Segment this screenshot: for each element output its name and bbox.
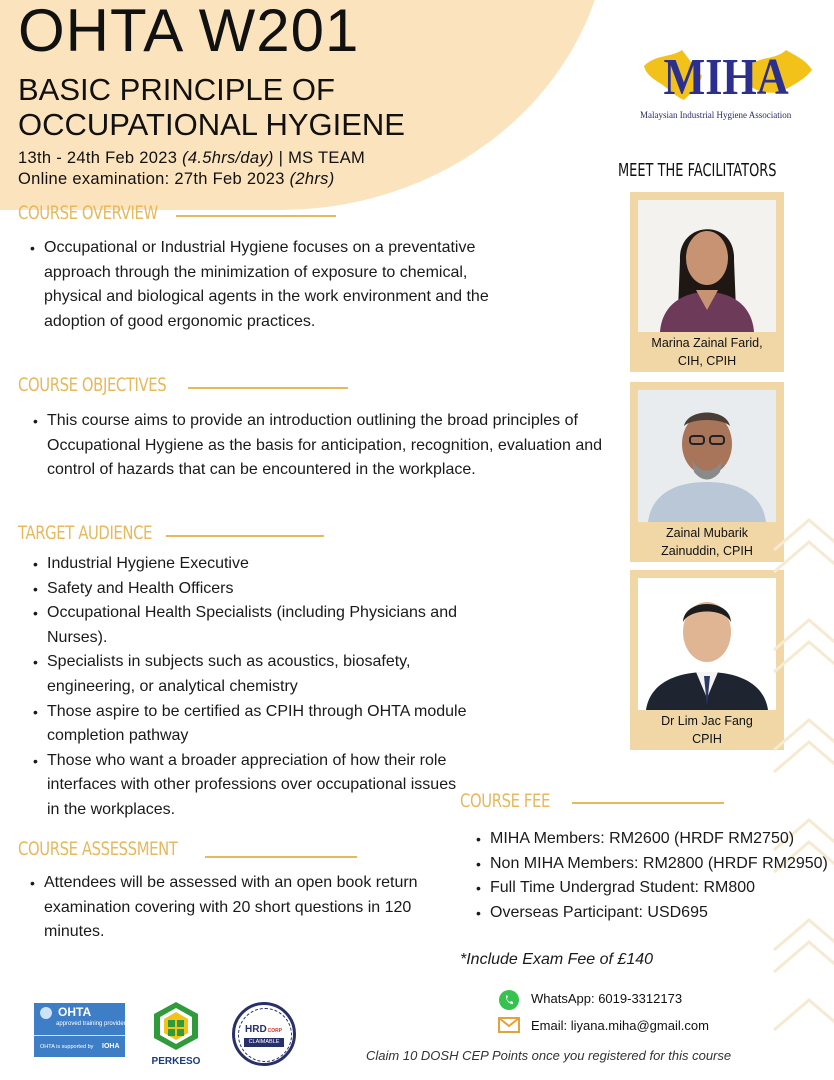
course-fee-list <box>476 827 834 925</box>
list-item: • Non MIHA Members: RM2800 (HRDF RM2950) <box>490 852 834 877</box>
ohta-logo-dot-icon <box>40 1007 52 1019</box>
dates-line-1 <box>18 148 365 169</box>
dates-text: 13th - 24th Feb 2023 <box>18 149 183 167</box>
facilitator-name-line: Marina Zainal Farid, <box>651 336 763 350</box>
list-item: • Those aspire to be certified as CPIH through OHTA module completion pathway <box>47 700 467 749</box>
list-item: • Industrial Hygiene Executive <box>47 552 467 577</box>
list-item: • This course aims to provide an introduction outlining the broad principles of Occupational Hygiene as the basis for anticipation, recognition, evaluation and control of hazards that can be encountered in the workplace. <box>47 409 607 483</box>
ohta-logo <box>34 1003 125 1057</box>
divider <box>176 215 336 217</box>
divider <box>572 802 724 804</box>
target-audience-list <box>33 552 467 823</box>
course-overview-heading: COURSE OVERVIEW <box>18 202 158 224</box>
perkeso-logo-text: PERKESO <box>151 1056 201 1067</box>
hrd-text: HRD <box>245 1024 267 1035</box>
whatsapp-contact[interactable]: WhatsApp: 6019-3312173 <box>531 991 683 1006</box>
course-objectives-heading: COURSE OBJECTIVES <box>18 374 167 396</box>
miha-full-name: Malaysian Industrial Hygiene Association <box>640 110 792 120</box>
perkeso-logo <box>146 1000 206 1052</box>
ioha-logo-text: IOHA <box>102 1043 120 1050</box>
whatsapp-icon <box>498 989 520 1011</box>
facilitator-credentials: Zainuddin, CPIH <box>661 544 753 558</box>
exam-date-text: Online examination: 27th Feb 2023 <box>18 170 290 188</box>
list-item: • Safety and Health Officers <box>47 577 467 602</box>
facilitator-photo <box>638 390 776 522</box>
email-icon <box>498 1017 520 1033</box>
facilitator-name-line: Zainal Mubarik <box>666 526 748 540</box>
hrd-logo-text <box>245 1024 282 1035</box>
list-item: • Occupational Health Specialists (including Physicians and Nurses). <box>47 601 467 650</box>
claimable-badge: CLAIMABLE <box>244 1038 284 1047</box>
subtitle-line-1: BASIC PRINCIPLE OF <box>18 72 335 107</box>
dates-line-2 <box>18 169 365 190</box>
platform-text: | MS TEAM <box>273 149 366 167</box>
facilitator-card <box>630 192 784 372</box>
facilitator-photo <box>638 578 776 710</box>
facilitator-name-line: Dr Lim Jac Fang <box>661 714 753 728</box>
facilitator-credentials: CPIH <box>692 732 722 746</box>
list-item: • Occupational or Industrial Hygiene focuses on a preventative approach through the minimization of exposure to chemical, physical and biological agents in the work environment and the adoption of good ergonomic practices. <box>44 236 524 334</box>
facilitator-card <box>630 570 784 750</box>
chevron-pattern-decoration <box>764 510 834 1050</box>
list-item: • MIHA Members: RM2600 (HRDF RM2750) <box>490 827 834 852</box>
miha-logo-text: MIHA <box>663 48 789 106</box>
hours-per-day: (4.5hrs/day) <box>182 149 274 167</box>
divider <box>34 1035 125 1036</box>
facilitator-name <box>630 712 784 748</box>
course-assessment-list <box>30 871 424 945</box>
course-subtitle <box>18 72 405 142</box>
email-contact[interactable]: Email: liyana.miha@gmail.com <box>531 1018 709 1033</box>
facilitator-name <box>630 524 784 560</box>
facilitator-photo <box>638 200 776 332</box>
hrd-logo-ring <box>238 1008 292 1062</box>
list-item: • Those who want a broader appreciation of how their role interfaces with other professions over occupational issues in the workplaces. <box>47 749 467 823</box>
ohta-logo-subtext: approved training provider <box>56 1021 126 1027</box>
divider <box>188 387 348 389</box>
cep-points-note: Claim 10 DOSH CEP Points once you registered for this course <box>366 1048 732 1063</box>
divider <box>166 535 324 537</box>
list-item: • Specialists in subjects such as acoustics, biosafety, engineering, or analytical chemistry <box>47 650 467 699</box>
course-objectives-list <box>33 409 607 483</box>
facilitator-card <box>630 382 784 562</box>
exam-duration: (2hrs) <box>289 170 335 188</box>
hrd-corp-text: CORP <box>267 1028 283 1034</box>
list-item: • Overseas Participant: USD695 <box>490 901 834 926</box>
course-code-title: OHTA W201 <box>18 0 360 64</box>
hrd-corp-claimable-logo <box>232 1002 296 1066</box>
facilitator-credentials: CIH, CPIH <box>677 354 737 368</box>
target-audience-heading: TARGET AUDIENCE <box>18 522 153 544</box>
facilitators-heading: MEET THE FACILITATORS <box>618 160 777 181</box>
subtitle-line-2: OCCUPATIONAL HYGIENE <box>18 107 405 142</box>
ohta-logo-text: OHTA <box>58 1005 92 1019</box>
list-item: • Full Time Undergrad Student: RM800 <box>490 876 834 901</box>
course-dates <box>18 148 365 190</box>
divider <box>205 856 357 858</box>
list-item: • Attendees will be assessed with an open book return examination covering with 20 short questions in 120 minutes. <box>44 871 424 945</box>
facilitator-name <box>630 334 784 370</box>
course-assessment-heading: COURSE ASSESSMENT <box>18 838 178 860</box>
exam-fee-note: *Include Exam Fee of £140 <box>460 951 654 968</box>
ohta-support-text: OHTA is supported by <box>40 1044 94 1050</box>
course-fee-heading: COURSE FEE <box>460 790 550 812</box>
course-overview-list <box>30 236 524 334</box>
